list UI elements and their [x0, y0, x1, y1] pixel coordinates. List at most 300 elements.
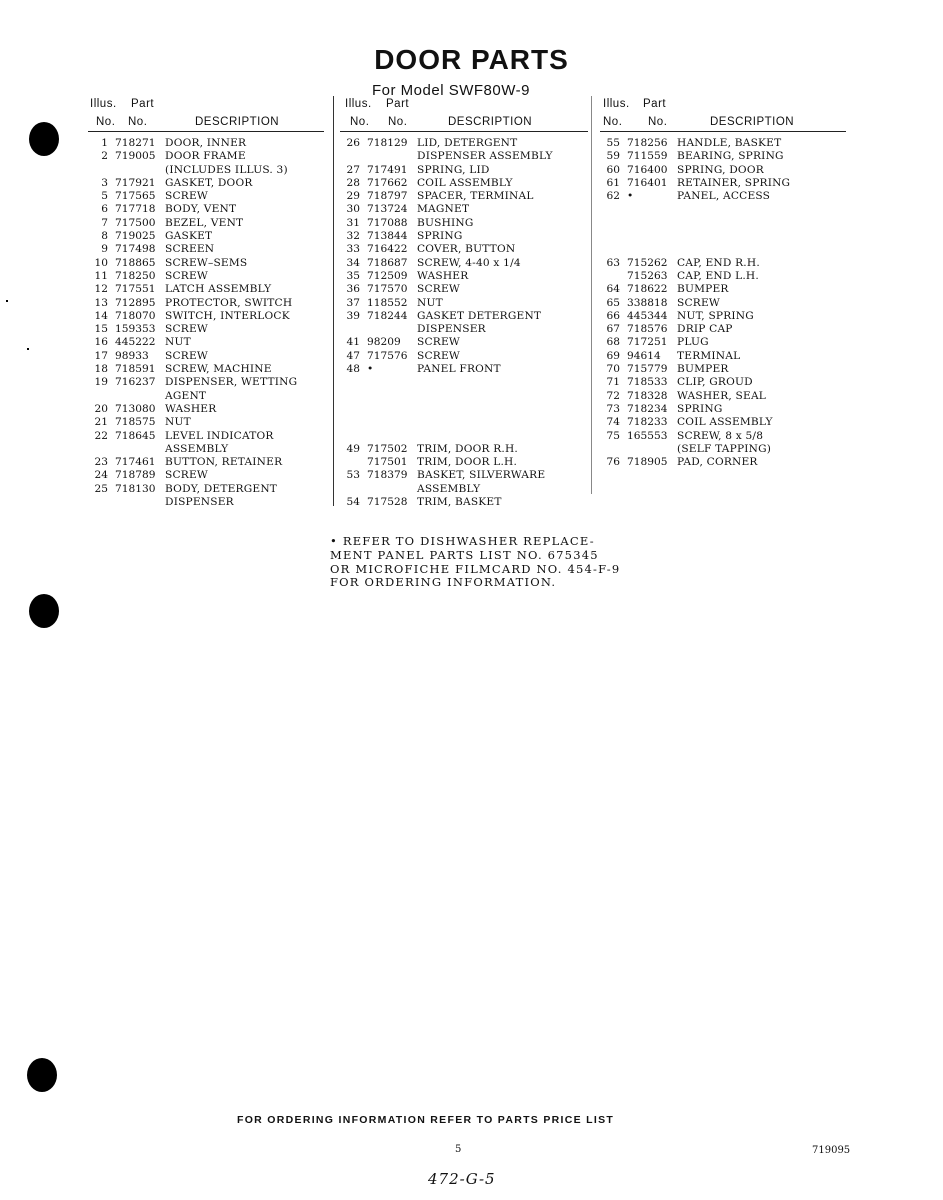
part-description: TRIM, DOOR L.H.: [417, 456, 518, 469]
part-no-label: No.: [128, 116, 148, 128]
part-description: ASSEMBLY: [165, 442, 229, 455]
column-divider: [333, 96, 334, 506]
table-row: [600, 230, 846, 243]
part-description: PAD, CORNER: [677, 456, 758, 469]
table-row: [600, 217, 846, 230]
part-description: NUT: [165, 336, 191, 349]
table-row: [600, 456, 846, 469]
part-number: 717528: [367, 496, 408, 509]
illus-number: 72: [606, 389, 620, 402]
part-number: 98209: [367, 336, 401, 349]
part-description: TERMINAL: [677, 349, 741, 362]
table-row: [88, 243, 328, 256]
illus-label: Illus.: [345, 98, 372, 110]
column-header: [340, 96, 590, 132]
part-description: GASKET, DOOR: [165, 176, 253, 189]
part-number: 713844: [367, 230, 408, 243]
part-description: SPACER, TERMINAL: [417, 190, 534, 203]
table-row: [340, 150, 590, 163]
illus-number: 34: [346, 256, 360, 269]
illus-number: 31: [346, 216, 360, 229]
part-description: SCREW: [165, 269, 208, 282]
part-description: (SELF TAPPING): [677, 442, 772, 455]
part-number: 159353: [115, 323, 156, 336]
part-no-label: No.: [388, 116, 408, 128]
part-description: SCREW: [165, 349, 208, 362]
part-number: 718130: [115, 482, 156, 495]
illus-no-label: No.: [96, 116, 116, 128]
illus-number: 76: [606, 456, 620, 469]
illus-number: 37: [346, 296, 360, 309]
illus-number: 67: [606, 323, 620, 336]
part-number: 717491: [367, 163, 408, 176]
table-row: [88, 496, 328, 509]
illus-number: 1: [101, 137, 108, 149]
illus-number: 26: [346, 137, 360, 149]
table-row: [600, 164, 846, 177]
table-row: [88, 270, 328, 283]
illus-number: 63: [606, 256, 620, 269]
part-description: SPRING: [417, 230, 463, 243]
illus-number: 69: [606, 349, 620, 362]
table-row: [600, 390, 846, 403]
column-header: [600, 96, 846, 132]
illus-number: 25: [94, 482, 108, 495]
table-row: [600, 310, 846, 323]
table-row: [340, 283, 590, 296]
part-description: BODY, VENT: [165, 203, 237, 216]
part-number: 98933: [115, 349, 149, 362]
part-description: SPRING: [677, 402, 723, 415]
part-number: 716422: [367, 243, 408, 256]
table-row: [600, 137, 846, 150]
table-row: [340, 297, 590, 310]
part-description: CLIP, GROUD: [677, 376, 753, 389]
illus-no-label: No.: [350, 116, 370, 128]
speck: [27, 348, 29, 350]
part-description: WASHER: [417, 269, 469, 282]
parts-column-1: [88, 96, 328, 509]
part-description: COIL ASSEMBLY: [677, 416, 773, 429]
part-description: COVER, BUTTON: [417, 243, 516, 256]
table-row: [340, 350, 590, 363]
part-number: 165553: [627, 429, 668, 442]
part-number: 718233: [627, 416, 668, 429]
part-number: 718256: [627, 137, 668, 149]
table-row: [340, 164, 590, 177]
part-description: (INCLUDES ILLUS. 3): [165, 163, 288, 176]
illus-number: 10: [94, 256, 108, 269]
part-number: 718070: [115, 309, 156, 322]
part-description: PANEL, ACCESS: [677, 190, 771, 203]
illus-no-label: No.: [603, 116, 623, 128]
part-description: BEARING, SPRING: [677, 150, 784, 163]
part-description: DISPENSER: [165, 496, 234, 509]
rows-col3: [600, 137, 846, 469]
part-number: 118552: [367, 296, 408, 309]
table-row: [88, 416, 328, 429]
part-number: 717565: [115, 190, 156, 203]
part-number: 716237: [115, 376, 156, 389]
illus-number: 62: [606, 190, 620, 203]
part-description: LID, DETERGENT: [417, 137, 518, 149]
table-row: [88, 297, 328, 310]
part-description: NUT: [417, 296, 443, 309]
table-row: [340, 376, 590, 389]
page-number: 5: [455, 1144, 462, 1155]
part-number: 717551: [115, 283, 156, 296]
part-description: SCREW: [417, 349, 460, 362]
part-number: 716400: [627, 163, 668, 176]
part-description: SCREW, MACHINE: [165, 363, 272, 376]
part-number: 718645: [115, 429, 156, 442]
table-row: [600, 297, 846, 310]
part-number: 718328: [627, 389, 668, 402]
table-row: [340, 243, 590, 256]
illus-number: 27: [346, 163, 360, 176]
part-number: 717502: [367, 442, 408, 455]
table-row: [340, 190, 590, 203]
part-number: •: [367, 363, 374, 376]
illus-number: 74: [606, 416, 620, 429]
part-description: SWITCH, INTERLOCK: [165, 309, 290, 322]
part-number: 715262: [627, 256, 668, 269]
part-number: 717251: [627, 336, 668, 349]
part-description: CAP, END R.H.: [677, 256, 760, 269]
part-number: 717718: [115, 203, 156, 216]
part-description: DRIP CAP: [677, 323, 733, 336]
punch-hole-top: [29, 122, 59, 156]
table-row: [88, 190, 328, 203]
table-row: [340, 430, 590, 443]
description-label: DESCRIPTION: [448, 116, 533, 128]
illus-number: 22: [94, 429, 108, 442]
table-row: [88, 483, 328, 496]
note-line: MENT PANEL PARTS LIST NO. 675345: [330, 547, 599, 562]
part-number: 717570: [367, 283, 408, 296]
table-row: [88, 150, 328, 163]
table-row: [600, 257, 846, 270]
illus-number: 9: [101, 243, 108, 256]
illus-number: 32: [346, 230, 360, 243]
parts-column-3: [600, 96, 846, 469]
table-row: [340, 416, 590, 429]
table-row: [600, 416, 846, 429]
rows-col2: [340, 137, 590, 509]
part-number: 718271: [115, 137, 156, 149]
part-description: SCREW: [165, 323, 208, 336]
illus-number: 54: [346, 496, 360, 509]
illus-number: 33: [346, 243, 360, 256]
table-row: [600, 403, 846, 416]
part-description: BUMPER: [677, 363, 729, 376]
illus-number: 23: [94, 456, 108, 469]
part-number: 718234: [627, 402, 668, 415]
part-number: 717576: [367, 349, 408, 362]
part-number: 445344: [627, 309, 668, 322]
part-description: SPRING, DOOR: [677, 163, 764, 176]
table-row: [340, 443, 590, 456]
part-no-label: No.: [648, 116, 668, 128]
table-row: [340, 257, 590, 270]
part-description: SCREW, 4-40 x 1/4: [417, 256, 521, 269]
part-number: 712895: [115, 296, 156, 309]
part-description: GASKET: [165, 230, 213, 243]
illus-number: 7: [101, 216, 108, 229]
handwritten-note: 472-G-5: [428, 1170, 496, 1188]
table-row: [600, 323, 846, 336]
illus-number: 47: [346, 349, 360, 362]
part-number: 718905: [627, 456, 668, 469]
note-line: • REFER TO DISHWASHER REPLACE-: [330, 534, 595, 548]
illus-number: 30: [346, 203, 360, 216]
illus-number: 64: [606, 283, 620, 296]
part-number: 712509: [367, 269, 408, 282]
part-description: NUT: [165, 416, 191, 429]
table-row: [340, 230, 590, 243]
part-number: 445222: [115, 336, 156, 349]
illus-number: 36: [346, 283, 360, 296]
table-row: [600, 430, 846, 443]
part-number: 718129: [367, 137, 408, 149]
part-description: BASKET, SILVERWARE: [417, 469, 546, 482]
illus-number: 15: [94, 323, 108, 336]
part-description: BEZEL, VENT: [165, 216, 244, 229]
part-description: BUSHING: [417, 216, 474, 229]
illus-label: Illus.: [603, 98, 630, 110]
part-number: 716401: [627, 176, 668, 189]
part-number: 718379: [367, 469, 408, 482]
punch-hole-middle: [29, 594, 59, 628]
part-number: 94614: [627, 349, 661, 362]
part-label: Part: [386, 98, 410, 110]
illus-number: 66: [606, 309, 620, 322]
part-description: HANDLE, BASKET: [677, 137, 782, 149]
table-row: [88, 336, 328, 349]
part-description: SCREW: [417, 283, 460, 296]
table-row: [88, 310, 328, 323]
part-number: 718789: [115, 469, 156, 482]
part-number: 711559: [627, 150, 668, 163]
table-row: [88, 203, 328, 216]
part-description: PROTECTOR, SWITCH: [165, 296, 293, 309]
illus-number: 18: [94, 363, 108, 376]
part-description: SCREW: [417, 336, 460, 349]
table-row: [340, 310, 590, 323]
part-description: SCREW: [165, 190, 208, 203]
table-row: [600, 336, 846, 349]
header-rule: [88, 131, 324, 132]
illus-number: 5: [101, 190, 108, 203]
illus-number: 24: [94, 469, 108, 482]
part-description: BODY, DETERGENT: [165, 482, 278, 495]
part-number: 715263: [627, 269, 668, 282]
document-number: 719095: [812, 1145, 851, 1156]
table-row: [340, 469, 590, 482]
table-row: [88, 164, 328, 177]
parts-column-2: [340, 96, 590, 509]
part-description: AGENT: [165, 389, 207, 402]
table-row: [88, 323, 328, 336]
illus-number: 39: [346, 309, 360, 322]
illus-number: 65: [606, 296, 620, 309]
table-row: [88, 390, 328, 403]
replacement-panel-note: [330, 535, 620, 590]
column-divider: [591, 96, 592, 494]
model-subtitle: For Model SWF80W-9: [372, 82, 530, 99]
illus-number: 20: [94, 402, 108, 415]
illus-number: 61: [606, 176, 620, 189]
part-description: PANEL FRONT: [417, 363, 501, 376]
part-number: 717501: [367, 456, 408, 469]
table-row: [600, 203, 846, 216]
part-description: DISPENSER, WETTING: [165, 376, 298, 389]
illus-number: 16: [94, 336, 108, 349]
note-line: OR MICROFICHE FILMCARD NO. 454-F-9: [330, 561, 621, 576]
table-row: [340, 483, 590, 496]
part-description: DOOR FRAME: [165, 150, 246, 163]
part-number: 717461: [115, 456, 156, 469]
column-header: [88, 96, 328, 132]
part-number: 718244: [367, 309, 408, 322]
part-description: WASHER, SEAL: [677, 389, 767, 402]
illus-number: 3: [101, 176, 108, 189]
part-number: 718575: [115, 416, 156, 429]
part-description: RETAINER, SPRING: [677, 176, 791, 189]
part-description: NUT, SPRING: [677, 309, 754, 322]
part-number: 718576: [627, 323, 668, 336]
illus-label: Illus.: [90, 98, 117, 110]
punch-hole-bottom: [27, 1058, 57, 1092]
illus-number: 21: [94, 416, 108, 429]
part-number: 717498: [115, 243, 156, 256]
ordering-footer: FOR ORDERING INFORMATION REFER TO PARTS PRICE LIST: [237, 1114, 615, 1126]
part-number: 718622: [627, 283, 668, 296]
table-row: [88, 456, 328, 469]
part-description: DISPENSER ASSEMBLY: [417, 150, 553, 163]
illus-number: 2: [101, 150, 108, 163]
table-row: [340, 217, 590, 230]
table-row: [340, 363, 590, 376]
part-description: BUTTON, RETAINER: [165, 456, 283, 469]
part-description: SCREW: [165, 469, 208, 482]
illus-number: 29: [346, 190, 360, 203]
part-description: GASKET DETERGENT: [417, 309, 542, 322]
part-description: COIL ASSEMBLY: [417, 176, 513, 189]
part-number: 718591: [115, 363, 156, 376]
part-description: LEVEL INDICATOR: [165, 429, 274, 442]
table-row: [340, 177, 590, 190]
table-row: [340, 270, 590, 283]
illus-number: 55: [606, 137, 620, 149]
part-description: BUMPER: [677, 283, 729, 296]
part-description: SCREEN: [165, 243, 215, 256]
table-row: [600, 363, 846, 376]
table-row: [340, 323, 590, 336]
part-number: 719025: [115, 230, 156, 243]
illus-number: 49: [346, 442, 360, 455]
table-row: [88, 230, 328, 243]
table-row: [88, 257, 328, 270]
description-label: DESCRIPTION: [710, 116, 795, 128]
illus-number: 14: [94, 309, 108, 322]
part-description: DOOR, INNER: [165, 137, 247, 149]
table-row: [340, 496, 590, 509]
part-description: SPRING, LID: [417, 163, 490, 176]
description-label: DESCRIPTION: [195, 116, 280, 128]
table-row: [88, 283, 328, 296]
illus-number: 68: [606, 336, 620, 349]
illus-number: 17: [94, 349, 108, 362]
part-number: 718250: [115, 269, 156, 282]
table-row: [88, 403, 328, 416]
part-description: TRIM, BASKET: [417, 496, 502, 509]
illus-number: 71: [606, 376, 620, 389]
part-description: LATCH ASSEMBLY: [165, 283, 272, 296]
table-row: [600, 270, 846, 283]
illus-number: 41: [346, 336, 360, 349]
part-description: DISPENSER: [417, 323, 486, 336]
illus-number: 6: [101, 203, 108, 216]
part-number: 719005: [115, 150, 156, 163]
speck: [6, 300, 8, 302]
table-row: [600, 177, 846, 190]
header-rule: [340, 131, 588, 132]
header-rule: [600, 131, 846, 132]
part-number: 717500: [115, 216, 156, 229]
part-description: ASSEMBLY: [417, 482, 481, 495]
table-row: [600, 243, 846, 256]
part-description: TRIM, DOOR R.H.: [417, 442, 518, 455]
part-number: 713080: [115, 402, 156, 415]
table-row: [600, 190, 846, 203]
part-number: 718533: [627, 376, 668, 389]
illus-number: 19: [94, 376, 108, 389]
part-number: 718865: [115, 256, 156, 269]
table-row: [88, 177, 328, 190]
part-description: SCREW, 8 x 5/8: [677, 429, 764, 442]
table-row: [600, 283, 846, 296]
table-row: [340, 336, 590, 349]
part-number: 717921: [115, 176, 156, 189]
table-row: [600, 350, 846, 363]
part-number: 718687: [367, 256, 408, 269]
table-row: [340, 137, 590, 150]
table-row: [600, 150, 846, 163]
table-row: [88, 469, 328, 482]
table-row: [88, 137, 328, 150]
part-number: •: [627, 190, 634, 203]
illus-number: 75: [606, 429, 620, 442]
page-title: DOOR PARTS: [374, 44, 569, 75]
rows-col1: [88, 137, 328, 509]
illus-number: 28: [346, 176, 360, 189]
part-number: 338818: [627, 296, 668, 309]
part-number: 717662: [367, 176, 408, 189]
part-description: PLUG: [677, 336, 709, 349]
illus-number: 59: [606, 150, 620, 163]
part-description: SCREW: [677, 296, 720, 309]
illus-number: 73: [606, 402, 620, 415]
table-row: [88, 217, 328, 230]
note-line: FOR ORDERING INFORMATION.: [330, 575, 557, 590]
table-row: [340, 390, 590, 403]
part-description: MAGNET: [417, 203, 470, 216]
part-number: 718797: [367, 190, 408, 203]
part-description: SCREW–SEMS: [165, 256, 248, 269]
illus-number: 53: [346, 469, 360, 482]
table-row: [88, 363, 328, 376]
